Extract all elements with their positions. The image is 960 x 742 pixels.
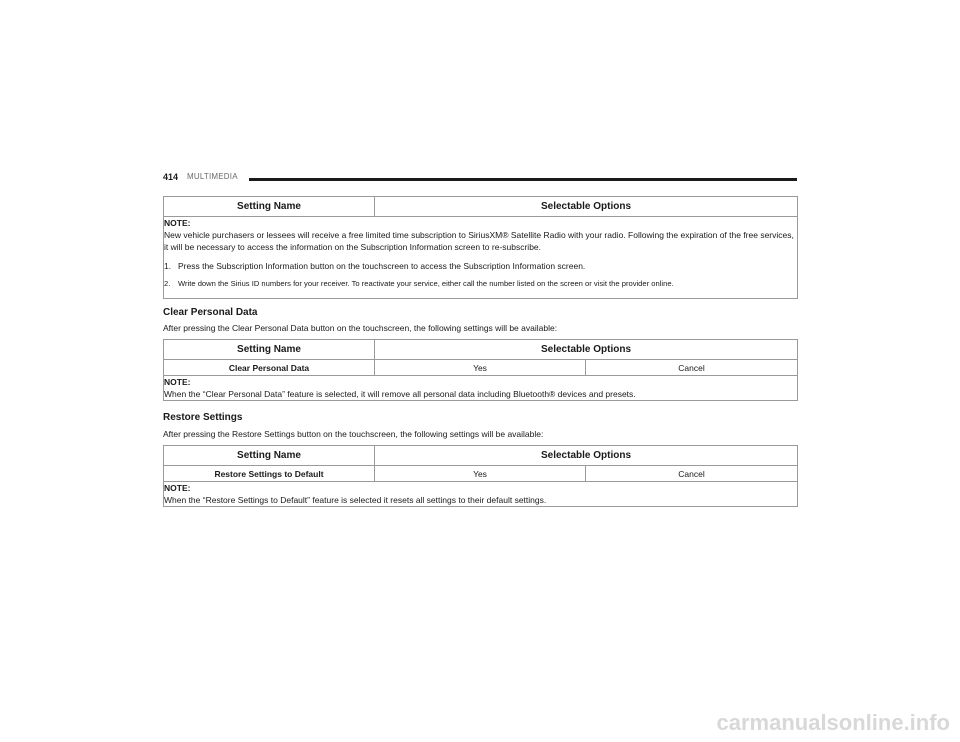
setting-name-cell: Restore Settings to Default bbox=[164, 466, 375, 482]
table-header-row bbox=[164, 446, 798, 466]
watermark: carmanualsonline.info bbox=[716, 710, 950, 735]
step-number: 2. bbox=[164, 279, 171, 288]
clear-personal-data-table bbox=[163, 339, 798, 401]
steps-list bbox=[164, 260, 797, 290]
list-item bbox=[164, 278, 797, 290]
setting-name-cell: Clear Personal Data bbox=[164, 360, 375, 376]
column-header-selectable-options: Selectable Options bbox=[375, 197, 798, 217]
note-text: New vehicle purchasers or lessees will receive a free limited time subscription to SiriusXM® Satellite Radio with your radio. Following the expiration of the free services, it will be necessary to access the information on the Subscription Information screen to re-subscribe. bbox=[164, 230, 794, 252]
section-title: MULTIMEDIA bbox=[187, 172, 238, 181]
subscription-settings-table bbox=[163, 196, 798, 299]
note-text: When the “Clear Personal Data” feature is selected, it will remove all personal data including Bluetooth® devices and presets. bbox=[164, 389, 636, 399]
option-cancel: Cancel bbox=[586, 466, 798, 482]
clear-personal-data-heading: Clear Personal Data bbox=[163, 307, 258, 318]
step-text: Write down the Sirius ID numbers for your receiver. To reactivate your service, either call the number listed on the screen or visit the provider online. bbox=[178, 279, 674, 288]
column-header-setting-name: Setting Name bbox=[164, 340, 375, 360]
restore-settings-heading: Restore Settings bbox=[163, 412, 243, 423]
header-rule bbox=[249, 178, 797, 181]
column-header-selectable-options: Selectable Options bbox=[375, 446, 798, 466]
column-header-selectable-options: Selectable Options bbox=[375, 340, 798, 360]
restore-settings-table bbox=[163, 445, 798, 507]
note-label: NOTE: bbox=[164, 483, 191, 493]
option-yes: Yes bbox=[375, 466, 586, 482]
note-label: NOTE: bbox=[164, 377, 191, 387]
page-header bbox=[163, 172, 797, 184]
table-header-row bbox=[164, 340, 798, 360]
step-number: 1. bbox=[164, 261, 172, 271]
page-number: 414 bbox=[163, 172, 179, 182]
list-item bbox=[164, 260, 797, 272]
note-cell bbox=[164, 376, 798, 401]
table-header-row bbox=[164, 197, 798, 217]
note-text: When the “Restore Settings to Default” feature is selected it resets all settings to their default settings. bbox=[164, 495, 547, 505]
note-row bbox=[164, 217, 798, 299]
step-text: Press the Subscription Information button on the touchscreen to access the Subscription Information screen. bbox=[178, 261, 586, 271]
note-label: NOTE: bbox=[164, 218, 191, 228]
note-row bbox=[164, 482, 798, 507]
option-yes: Yes bbox=[375, 360, 586, 376]
option-cancel: Cancel bbox=[586, 360, 798, 376]
column-header-setting-name: Setting Name bbox=[164, 446, 375, 466]
table-row bbox=[164, 360, 798, 376]
table-row bbox=[164, 466, 798, 482]
note-row bbox=[164, 376, 798, 401]
clear-personal-data-intro: After pressing the Clear Personal Data button on the touchscreen, the following settings will be available: bbox=[163, 323, 558, 333]
note-cell bbox=[164, 482, 798, 507]
restore-settings-intro: After pressing the Restore Settings button on the touchscreen, the following settings will be available: bbox=[163, 429, 544, 439]
note-cell bbox=[164, 217, 798, 299]
column-header-setting-name: Setting Name bbox=[164, 197, 375, 217]
